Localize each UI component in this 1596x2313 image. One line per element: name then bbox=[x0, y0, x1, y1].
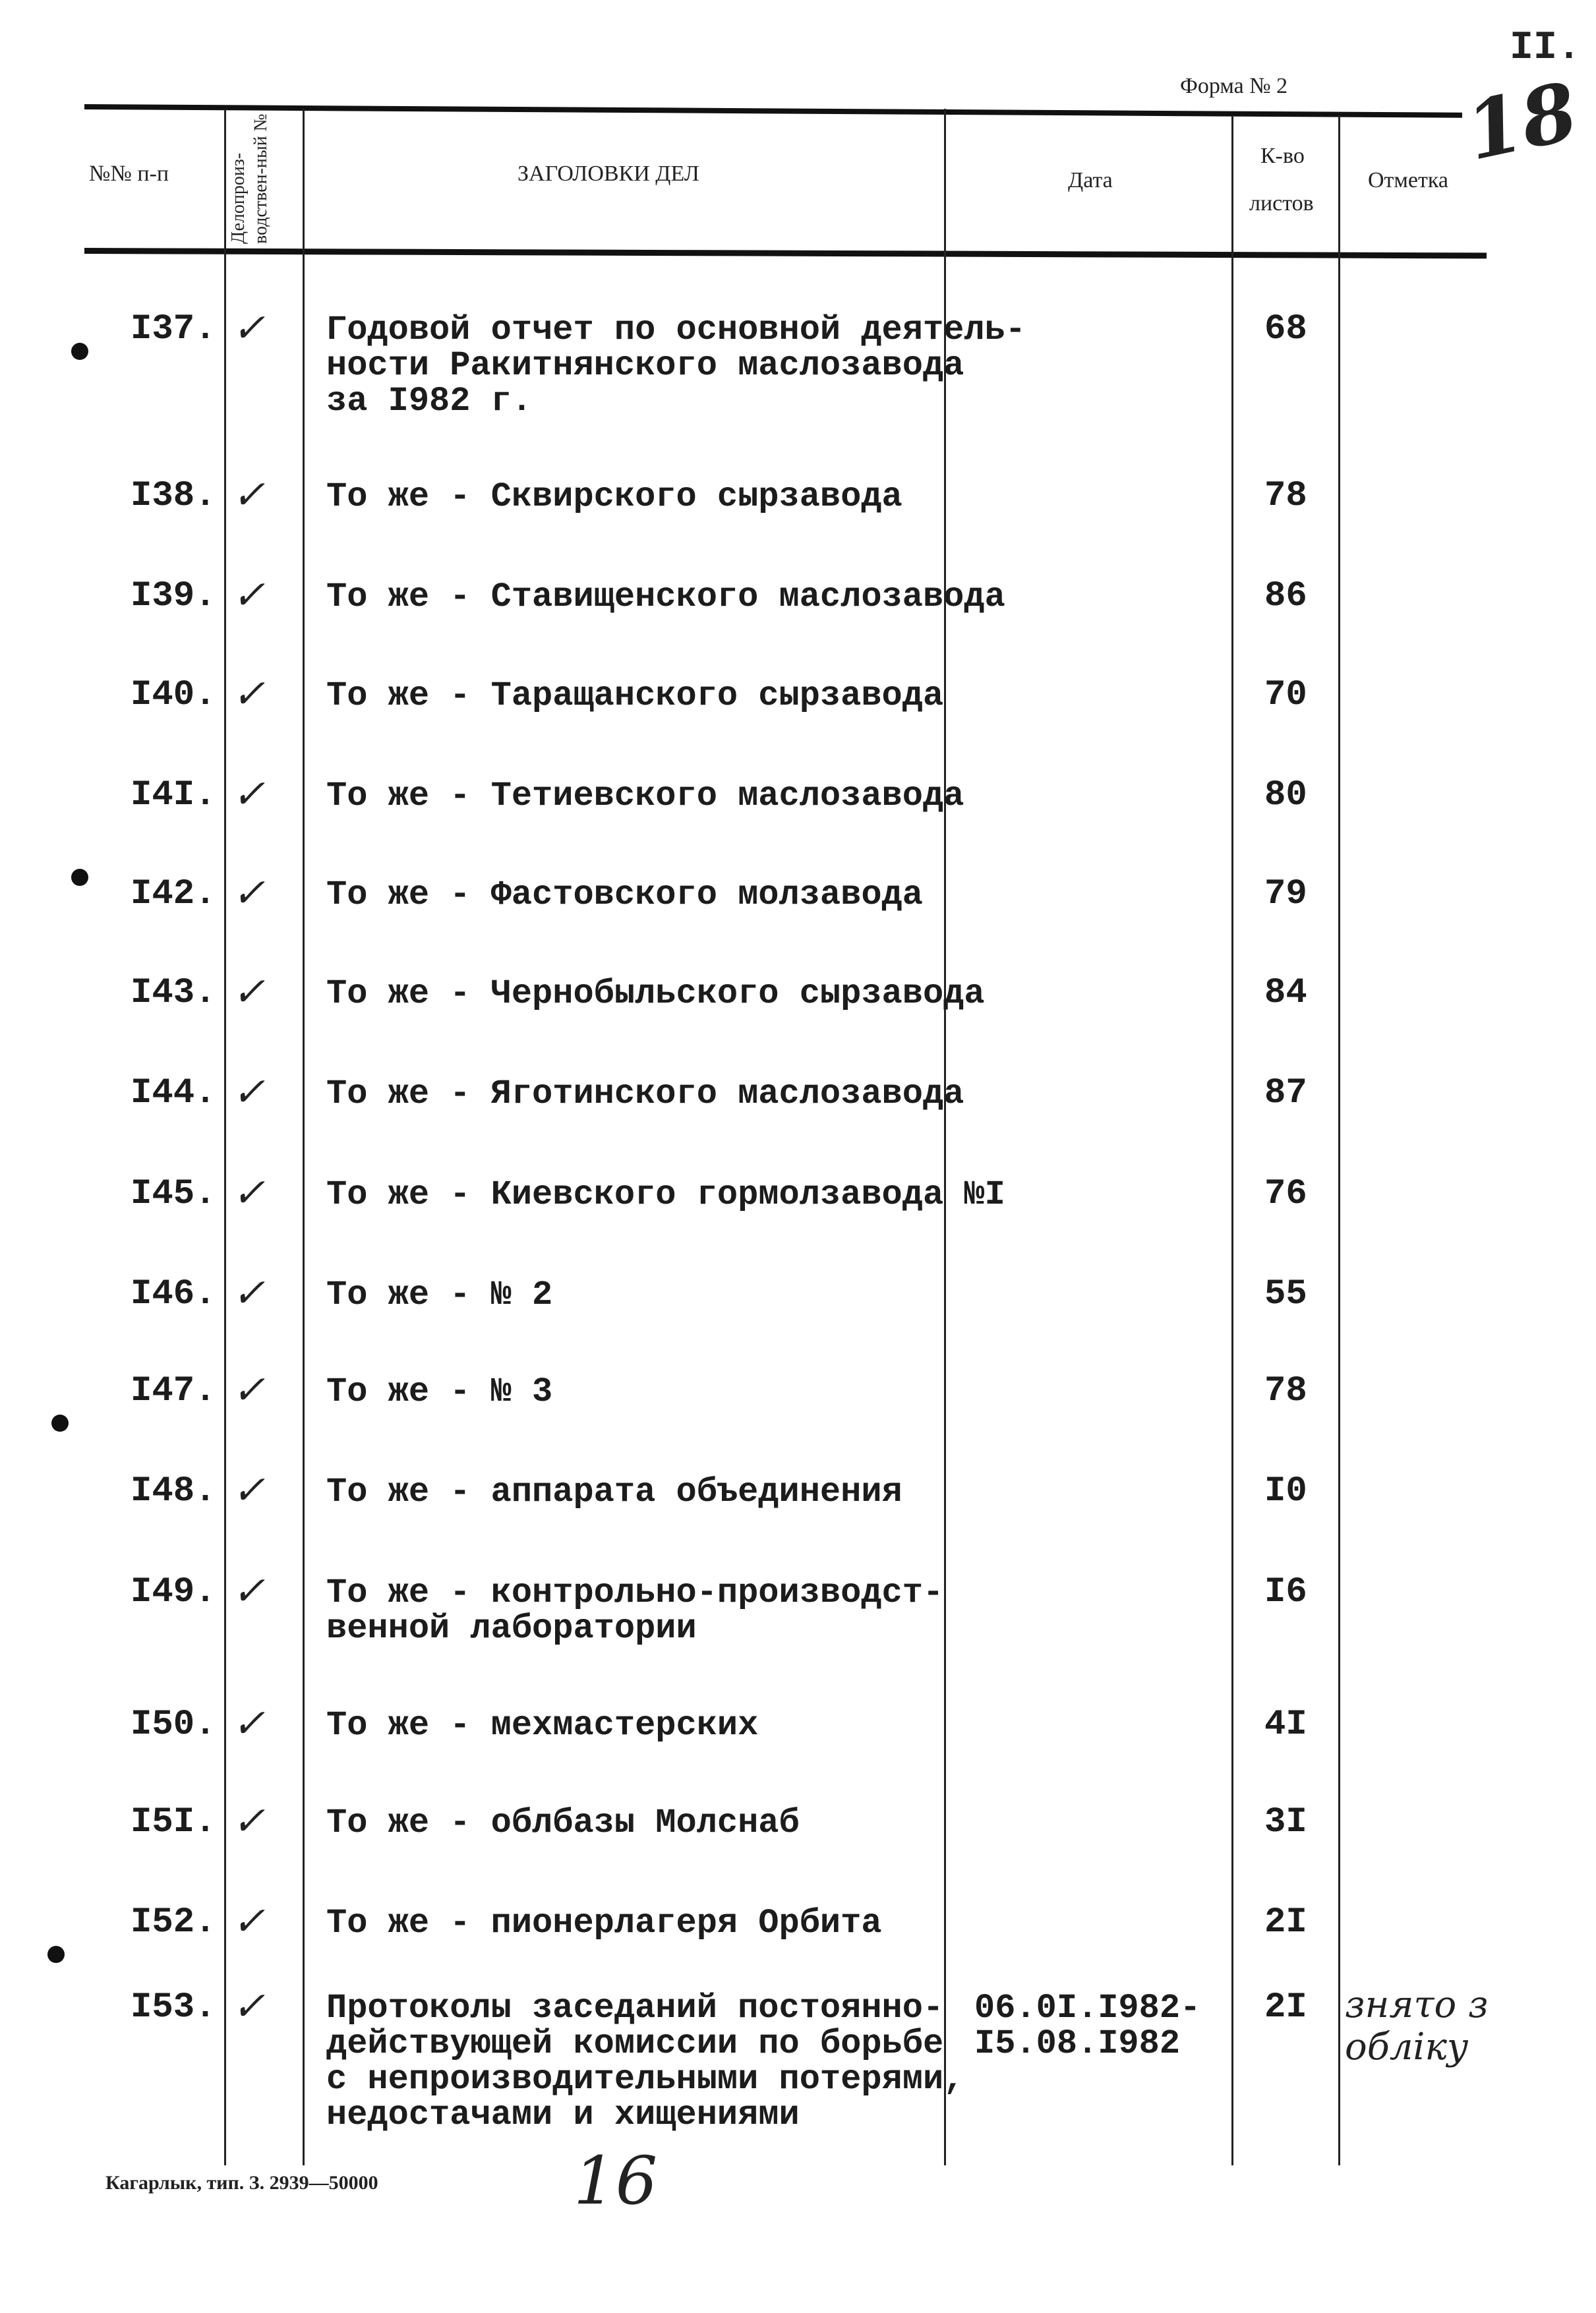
row-number: I4I. bbox=[131, 775, 216, 815]
check-mark-icon: ✓ bbox=[232, 305, 266, 351]
form-label: Форма № 2 bbox=[1180, 74, 1288, 98]
row-number: I46. bbox=[131, 1274, 216, 1314]
row-title: Протоколы заседаний постоянно- действующей комиссии по борьбе с непроизводительными потерями, недостачами и хищениями bbox=[326, 1989, 964, 2134]
punch-hole-mark bbox=[51, 1415, 69, 1432]
row-sheets: 3I bbox=[1264, 1802, 1307, 1842]
row-number: I45. bbox=[131, 1174, 216, 1214]
row-number: I40. bbox=[131, 675, 216, 715]
punch-hole-mark bbox=[71, 869, 88, 886]
row-sheets: 4I bbox=[1264, 1705, 1307, 1745]
header-col-date: Дата bbox=[1068, 168, 1113, 192]
column-divider bbox=[303, 109, 305, 2165]
check-mark-icon: ✓ bbox=[232, 472, 266, 518]
check-mark-icon: ✓ bbox=[232, 771, 266, 817]
check-mark-icon: ✓ bbox=[232, 1467, 266, 1513]
check-mark-icon: ✓ bbox=[232, 1367, 266, 1413]
header-col-office: Делопроиз-водствен-ный № bbox=[228, 113, 271, 244]
row-number: I50. bbox=[131, 1705, 216, 1745]
check-mark-icon: ✓ bbox=[232, 1983, 266, 2030]
row-title: То же - Таращанского сырзавода bbox=[326, 676, 944, 715]
column-divider bbox=[224, 109, 226, 2165]
row-sheets: 68 bbox=[1264, 309, 1307, 349]
row-sheets: I6 bbox=[1264, 1572, 1307, 1612]
row-number: I48. bbox=[131, 1471, 216, 1511]
header-bottom-rule bbox=[84, 248, 1487, 258]
check-mark-icon: ✓ bbox=[232, 969, 266, 1015]
punch-hole-mark bbox=[71, 343, 88, 360]
row-number: I53. bbox=[131, 1987, 216, 2028]
row-title: То же - № 3 bbox=[326, 1372, 553, 1411]
row-sheets: 84 bbox=[1264, 973, 1307, 1013]
check-mark-icon: ✓ bbox=[232, 870, 266, 916]
row-title: То же - Фастовского молзавода bbox=[326, 875, 923, 914]
row-sheets: 78 bbox=[1264, 1371, 1307, 1411]
header-top-rule bbox=[84, 104, 1462, 118]
row-title: То же - мехмастерских bbox=[326, 1706, 759, 1745]
header-col-note: Отметка bbox=[1368, 168, 1448, 192]
row-sheets: 87 bbox=[1264, 1073, 1307, 1113]
check-mark-icon: ✓ bbox=[232, 572, 266, 618]
row-number: I44. bbox=[131, 1073, 216, 1113]
row-date: 06.0I.I982- I5.08.I982 bbox=[974, 1989, 1201, 2063]
row-sheets: 55 bbox=[1264, 1274, 1307, 1314]
check-mark-icon: ✓ bbox=[232, 1898, 266, 1945]
row-title: То же - Яготинского маслозавода bbox=[326, 1074, 964, 1113]
column-divider bbox=[1231, 115, 1233, 2165]
printer-imprint: Кагарлык, тип. З. 2939—50000 bbox=[105, 2172, 378, 2194]
check-mark-icon: ✓ bbox=[232, 1170, 266, 1216]
check-mark-icon: ✓ bbox=[232, 1701, 266, 1747]
row-title: Годовой отчет по основной деятель- ности Ракитнянского маслозавода за I982 г. bbox=[326, 310, 1026, 421]
row-sheets: 2I bbox=[1264, 1902, 1307, 1943]
row-title: То же - Чернобыльского сырзавода bbox=[326, 974, 985, 1013]
check-mark-icon: ✓ bbox=[232, 1568, 266, 1614]
header-col-sheets: листов bbox=[1249, 191, 1314, 216]
row-title: То же - аппарата объединения bbox=[326, 1473, 902, 1511]
check-mark-icon: ✓ bbox=[232, 1798, 266, 1844]
row-number: I38. bbox=[131, 476, 216, 516]
row-title: То же - Ставищенского маслозавода bbox=[326, 577, 1005, 616]
row-title: То же - № 2 bbox=[326, 1275, 553, 1314]
row-title: То же - Сквирского сырзавода bbox=[326, 477, 902, 516]
row-title: То же - облбазы Молснаб bbox=[326, 1803, 800, 1842]
row-title: То же - Киевского гормолзавода №I bbox=[326, 1175, 1005, 1214]
header-col-sheets: К-во bbox=[1260, 144, 1305, 168]
row-title: То же - Тетиевского маслозавода bbox=[326, 776, 964, 815]
header-col-title: ЗАГОЛОВКИ ДЕЛ bbox=[517, 161, 699, 186]
row-sheets: 70 bbox=[1264, 675, 1307, 715]
row-number: I42. bbox=[131, 874, 216, 914]
check-mark-icon: ✓ bbox=[232, 1270, 266, 1316]
row-number: I39. bbox=[131, 576, 216, 616]
row-title: То же - пионерлагеря Орбита bbox=[326, 1904, 882, 1943]
row-sheets: 80 bbox=[1264, 775, 1307, 815]
page-number: II. bbox=[1510, 26, 1581, 71]
column-divider bbox=[1338, 115, 1340, 2165]
handwritten-sheet-number: 18 bbox=[1458, 65, 1585, 179]
row-number: I52. bbox=[131, 1902, 216, 1943]
row-sheets: 86 bbox=[1264, 576, 1307, 616]
punch-hole-mark bbox=[47, 1946, 65, 1963]
row-sheets: 2I bbox=[1264, 1987, 1307, 2028]
row-number: I47. bbox=[131, 1371, 216, 1411]
handwritten-page-number: 16 bbox=[574, 2142, 658, 2219]
row-number: I37. bbox=[131, 309, 216, 349]
row-number: I49. bbox=[131, 1572, 216, 1612]
row-note: зняτо з обліку bbox=[1345, 1983, 1489, 2068]
row-number: I5I. bbox=[131, 1802, 216, 1842]
row-sheets: I0 bbox=[1264, 1471, 1307, 1511]
row-number: I43. bbox=[131, 973, 216, 1013]
header-col-num: №№ п-п bbox=[89, 161, 169, 186]
check-mark-icon: ✓ bbox=[232, 1069, 266, 1115]
row-sheets: 78 bbox=[1264, 476, 1307, 516]
row-sheets: 79 bbox=[1264, 874, 1307, 914]
row-sheets: 76 bbox=[1264, 1174, 1307, 1214]
row-title: То же - контрольно-производст- венной лаборатории bbox=[326, 1573, 944, 1648]
check-mark-icon: ✓ bbox=[232, 671, 266, 717]
